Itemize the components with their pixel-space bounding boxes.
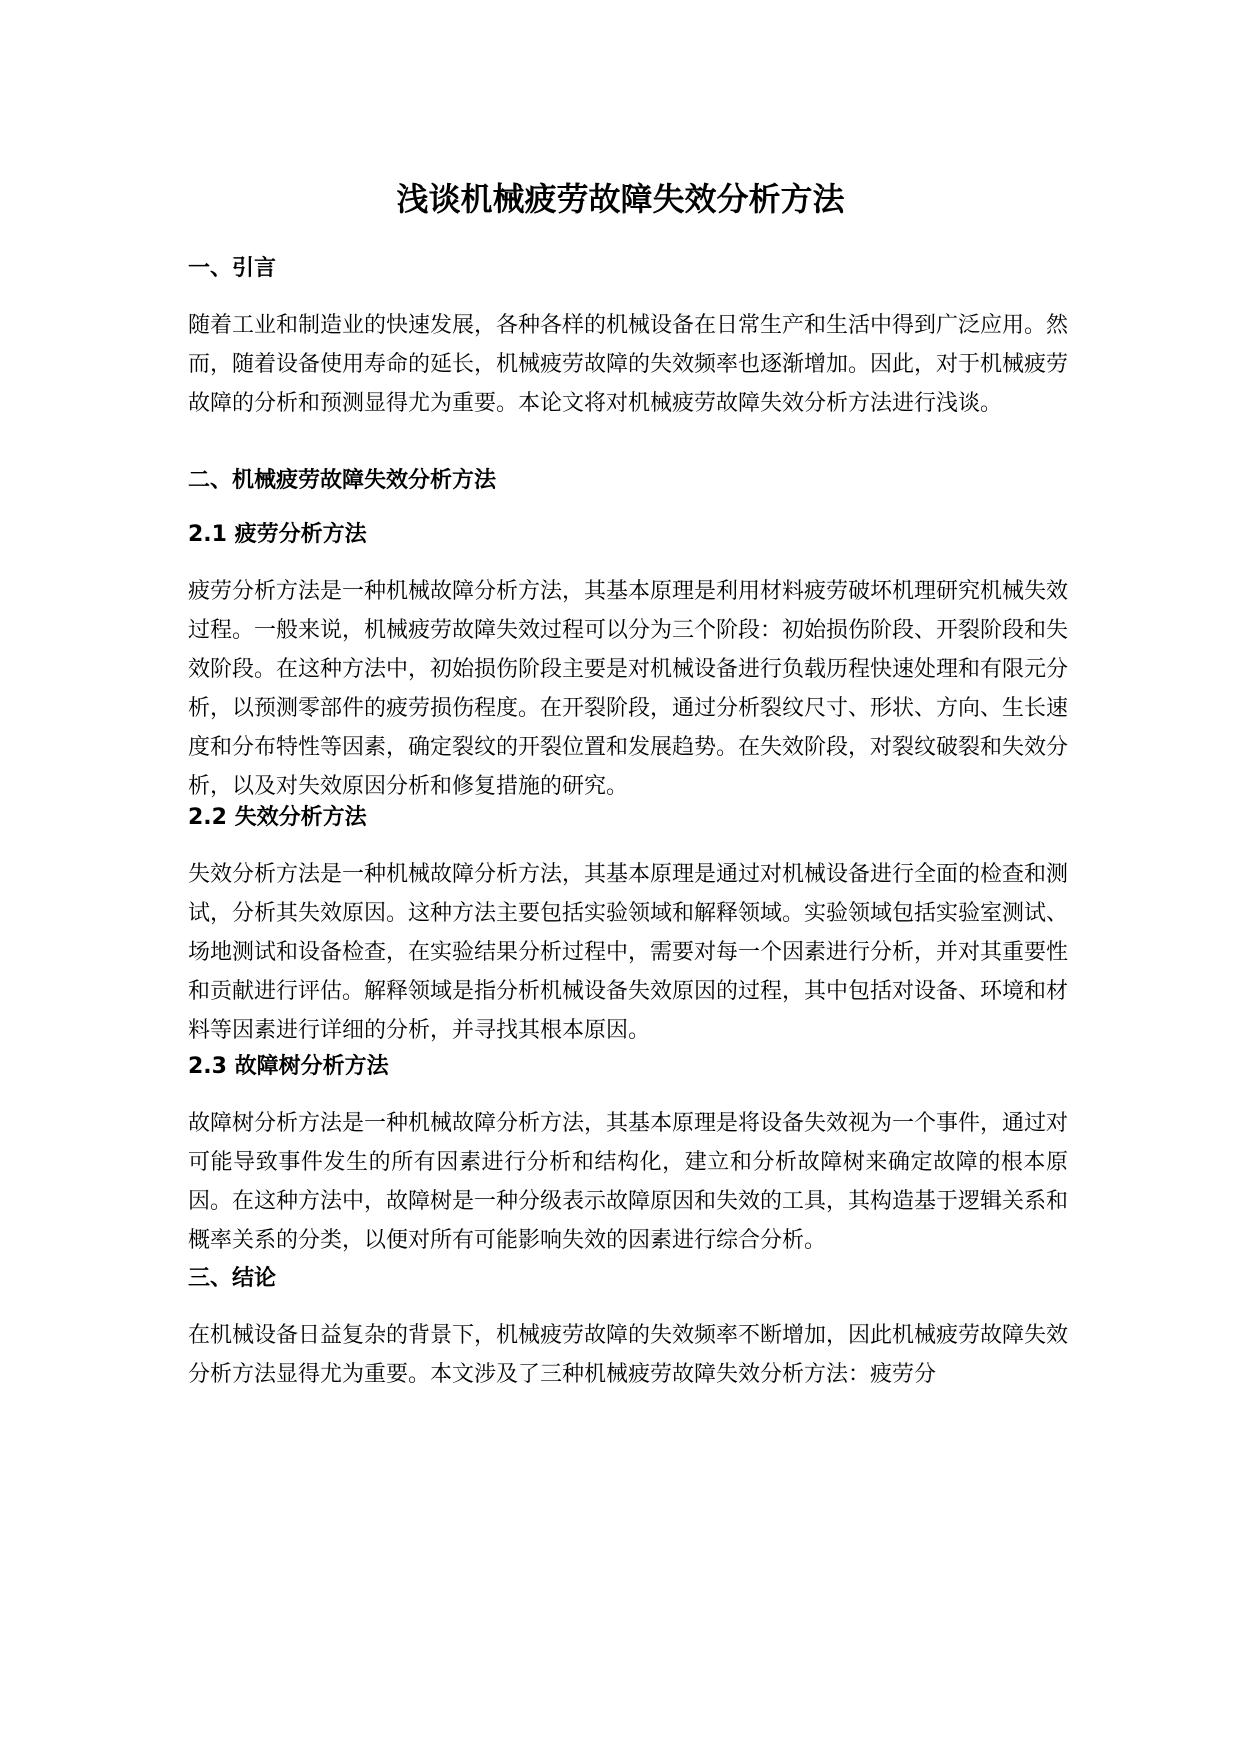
paragraph-fatigue-analysis: 疲劳分析方法是一种机械故障分析方法，其基本原理是利用材料疲劳破坏机理研究机械失效过程。一般来说，机械疲劳故障失效过程可以分为三个阶段：初始损伤阶段、开裂阶段和失效阶段。在这种方法中，初始损伤阶段主要是对机械设备进行负载历程快速处理和有限元分析，以预测零部件的疲劳损伤程度。在开裂阶段，通过分析裂纹尺寸、形状、方向、生长速度和分布特性等因素，确定裂纹的开裂位置和发展趋势。在失效阶段，对裂纹破裂和失效分析，以及对失效原因分析和修复措施的研究。 [188,579,1069,799]
paragraph-fault-tree-analysis: 故障树分析方法是一种机械故障分析方法，其基本原理是将设备失效视为一个事件，通过对可能导致事件发生的所有因素进行分析和结构化，建立和分析故障树来确定故障的根本原因。在这种方法中，故障树是一种分级表示故障原因和失效的工具，其构造基于逻辑关系和概率关系的分类，以便对所有可能影响失效的因素进行综合分析。 [188,1111,1069,1253]
section-heading-introduction: 一、引言 [188,256,277,281]
document-title: 浅谈机械疲劳故障失效分析方法 [396,180,845,218]
section-heading-methods: 二、机械疲劳故障失效分析方法 [188,468,497,493]
section-heading-conclusion: 三、结论 [188,1266,277,1291]
section-heading-fault-tree-analysis: 2.3 故障树分析方法 [188,1054,389,1079]
paragraph-introduction: 随着工业和制造业的快速发展，各种各样的机械设备在日常生产和生活中得到广泛应用。然而，随着设备使用寿命的延长，机械疲劳故障的失效频率也逐渐增加。因此，对于机械疲劳故障的分析和预测显得尤为重要。本论文将对机械疲劳故障失效分析方法进行浅谈。 [188,313,1069,416]
section-heading-fatigue-analysis: 2.1 疲劳分析方法 [188,522,367,547]
paragraph-conclusion: 在机械设备日益复杂的背景下，机械疲劳故障的失效频率不断增加，因此机械疲劳故障失效分析方法显得尤为重要。本文涉及了三种机械疲劳故障失效分析方法：疲劳分 [188,1323,1069,1387]
section-heading-failure-analysis: 2.2 失效分析方法 [188,805,367,830]
paragraph-failure-analysis: 失效分析方法是一种机械故障分析方法，其基本原理是通过对机械设备进行全面的检查和测试，分析其失效原因。这种方法主要包括实验领域和解释领域。实验领域包括实验室测试、场地测试和设备检查，在实验结果分析过程中，需要对每一个因素进行分析，并对其重要性和贡献进行评估。解释领域是指分析机械设备失效原因的过程，其中包括对设备、环境和材料等因素进行详细的分析，并寻找其根本原因。 [188,862,1069,1043]
